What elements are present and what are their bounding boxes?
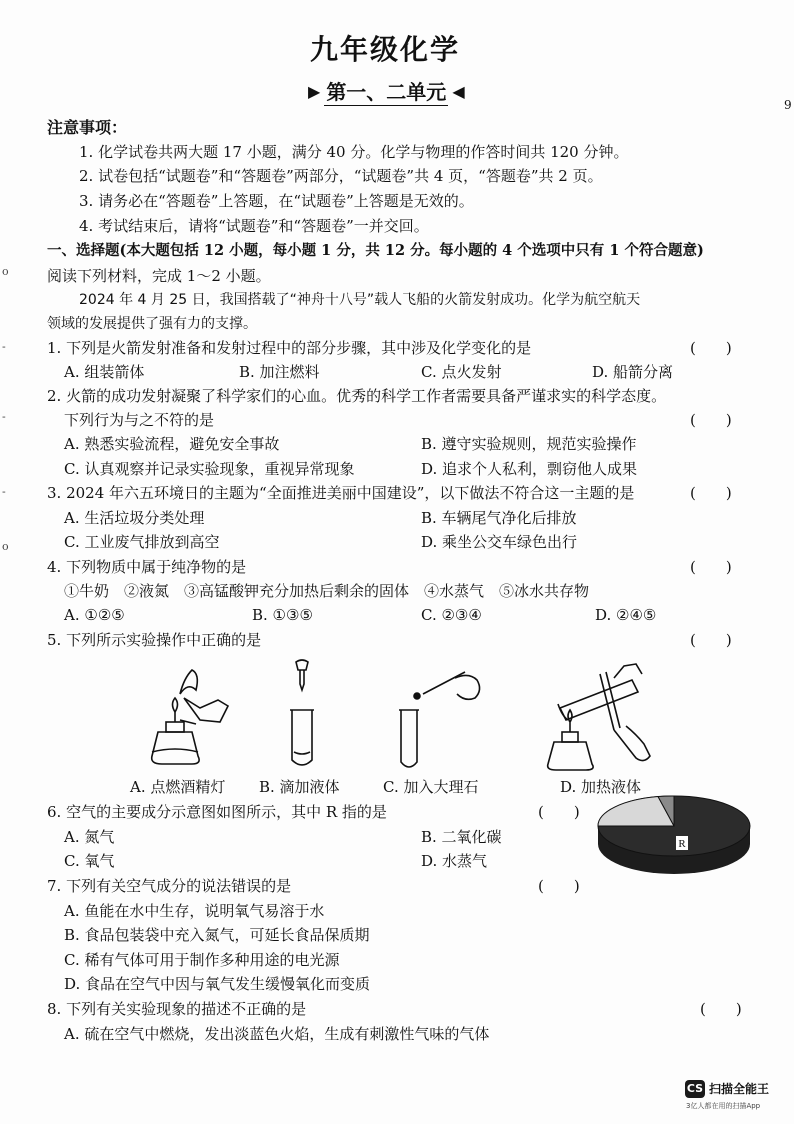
edge-mark: 9 [784,98,792,112]
option-b: B. ①③⑤ [252,606,313,624]
right-arrow-icon: ▶ [308,81,321,101]
answer-blank: ( ) [700,1000,742,1018]
air-composition-pie [594,792,754,880]
margin-mark: o [2,265,9,278]
substance-list: ①牛奶 ②液氮 ③高锰酸钾充分加热后剩余的固体 ④水蒸气 ⑤冰水共存物 [64,582,590,600]
answer-blank: ( ) [690,631,732,649]
passage-line: 领域的发展提供了强有力的支撑。 [47,316,257,332]
option-c: C. 氧气 [64,852,115,870]
note-item: 1. 化学试卷共两大题 17 小题，满分 40 分。化学与物理的作答时间共 120 分钟。 [79,143,629,161]
option-c: C. ②③④ [421,606,482,624]
camscanner-logo-icon: CS [685,1080,705,1098]
answer-blank: ( ) [690,411,732,429]
option-a: A. 生活垃圾分类处理 [64,509,205,527]
option-a: A. 硫在空气中燃烧，发出淡蓝色火焰，生成有刺激性气味的气体 [64,1025,490,1043]
notes-heading: 注意事项： [47,118,128,137]
question-stem: 3. 2024 年六五环境日的主题为“全面推进美丽中国建设”，以下做法不符合这一主题的是 [47,484,635,502]
question-stem: 5. 下列所示实验操作中正确的是 [47,631,262,649]
unit-banner [308,78,465,104]
option-b: B. 二氧化碳 [421,828,502,846]
option-a: A. 鱼能在水中生存，说明氧气易溶于水 [64,902,325,920]
figure-caption-d: D. 加热液体 [560,778,642,796]
section-heading: 一、选择题(本大题包括 12 小题，每小题 1 分，共 12 分。每小题的 4 个选项中只有 1 个符合题意) [47,242,704,259]
option-a: A. 氮气 [64,828,115,846]
note-item: 4. 考试结束后，请将“试题卷”和“答题卷”一并交回。 [79,217,429,235]
option-c: C. 工业废气排放到高空 [64,533,220,551]
answer-blank: ( ) [690,484,732,502]
margin-mark: - [2,410,6,423]
option-b: B. 加注燃料 [239,363,320,381]
option-d: D. ②④⑤ [595,606,657,624]
question-stem: 4. 下列物质中属于纯净物的是 [47,558,247,576]
page-title: 九年级化学 [310,33,461,66]
option-d: D. 乘坐公交车绿色出行 [421,533,578,551]
question-stem: 1. 下列是火箭发射准备和发射过程中的部分步骤，其中涉及化学变化的是 [47,339,532,357]
margin-mark: o [2,540,9,553]
note-item: 3. 请务必在“答题卷”上答题，在“试题卷”上答题是无效的。 [79,192,474,210]
option-a: A. 组装箭体 [64,363,145,381]
answer-blank: ( ) [690,339,732,357]
left-arrow-icon: ◀ [452,81,465,101]
option-b: B. 遵守实验规则，规范实验操作 [421,435,637,453]
option-d: D. 食品在空气中因与氧气发生缓慢氧化而变质 [64,975,371,993]
passage-line: 2024 年 4 月 25 日，我国搭载了“神舟十八号”载人飞船的火箭发射成功。化学为航空航天 [79,292,641,308]
option-a: A. ①②⑤ [64,606,125,624]
figure-caption-a: A. 点燃酒精灯 [130,778,226,796]
reading-intro: 阅读下列材料，完成 1～2 小题。 [47,267,271,285]
lighting-alcohol-lamp-figure [140,660,240,772]
question-stem: 8. 下列有关实验现象的描述不正确的是 [47,1000,307,1018]
adding-marble-figure [395,664,487,774]
answer-blank: ( ) [690,558,732,576]
option-c: C. 认真观察并记录实验现象，重视异常现象 [64,460,355,478]
pie-label-r: R [678,838,686,850]
option-d: D. 船箭分离 [592,363,674,381]
watermark-tagline: 3亿人都在用的扫描App [686,1102,761,1110]
margin-mark: - [2,340,6,353]
question-stem-cont: 下列行为与之不符的是 [64,411,215,429]
option-b: B. 食品包装袋中充入氮气，可延长食品保质期 [64,926,370,944]
figure-caption-c: C. 加入大理石 [383,778,479,796]
question-stem: 7. 下列有关空气成分的说法错误的是 [47,877,292,895]
option-c: C. 点火发射 [421,363,502,381]
unit-title: 第一、二单元 [324,76,448,106]
option-a: A. 熟悉实验流程，避免安全事故 [64,435,280,453]
watermark-name: 扫描全能王 [709,1082,770,1096]
option-d: D. 追求个人私利，剽窃他人成果 [421,460,638,478]
question-stem: 6. 空气的主要成分示意图如图所示，其中 R 指的是 [47,803,387,821]
margin-mark: - [2,485,6,498]
question-stem: 2. 火箭的成功发射凝聚了科学家们的心血。优秀的科学工作者需要具备严谨求实的科学态度。 [47,387,667,405]
heating-liquid-figure [540,660,680,776]
dropping-liquid-figure [282,656,326,774]
figure-caption-b: B. 滴加液体 [259,778,340,796]
option-c: C. 稀有气体可用于制作多种用途的电光源 [64,951,340,969]
answer-blank: ( ) [538,877,580,895]
answer-blank: ( ) [538,803,580,821]
note-item: 2. 试卷包括“试题卷”和“答题卷”两部分，“试题卷”共 4 页，“答题卷”共 2 页。 [79,167,603,185]
option-d: D. 水蒸气 [421,852,488,870]
option-b: B. 车辆尾气净化后排放 [421,509,577,527]
